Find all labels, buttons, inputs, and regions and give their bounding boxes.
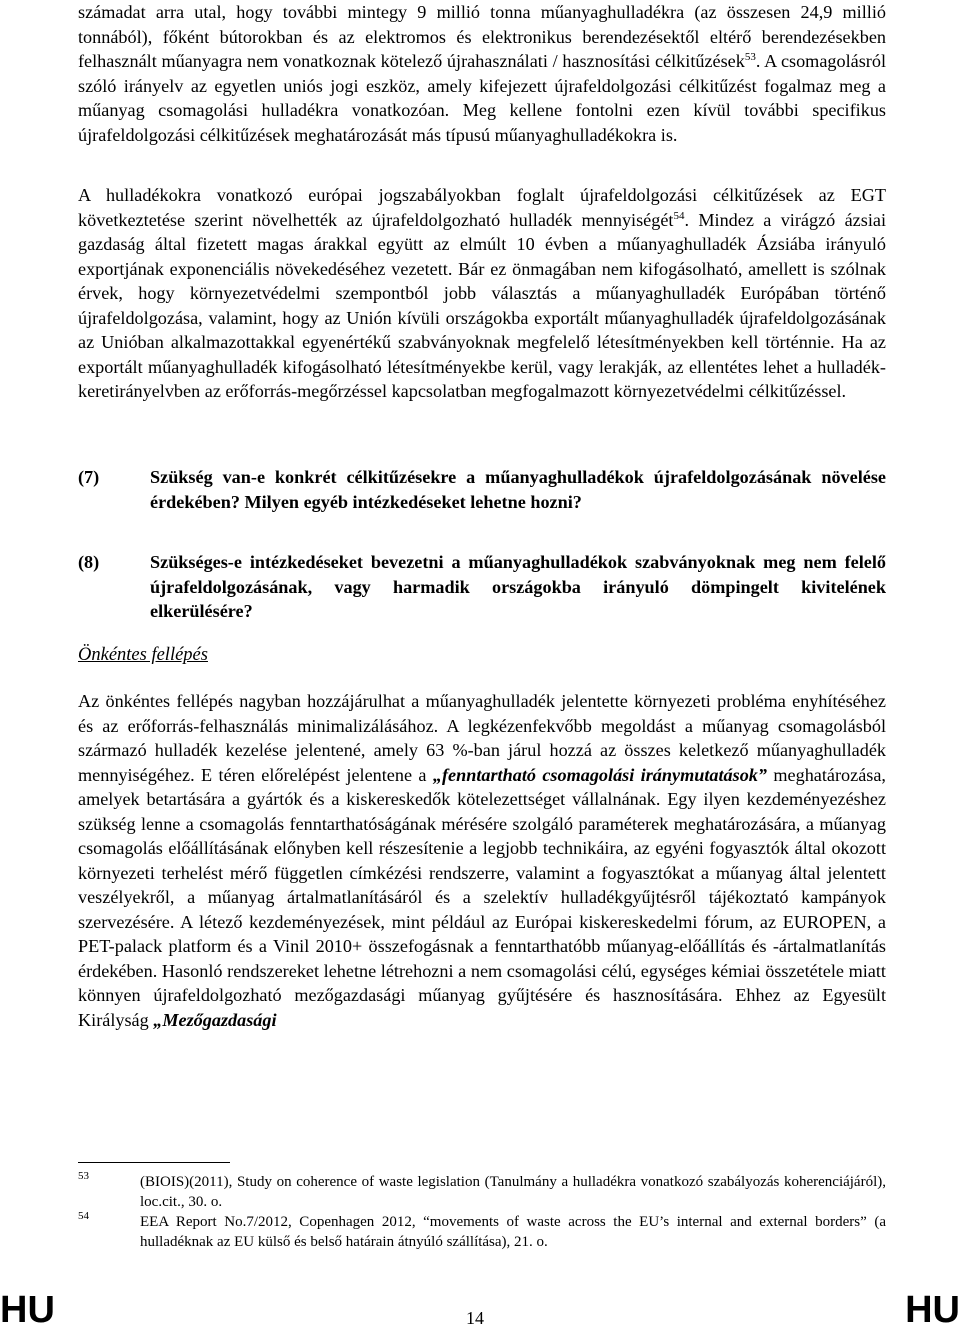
language-code-left: HU: [0, 1289, 55, 1331]
paragraph-text: . A csomagolásról szóló irányelv az egyetlen uniós jogi eszköz, amely kifejezett újrafeldolgozási célkitűzést fogalmaz meg a műanyag csomagolási hulladékra vonatkozóan. Meg kellene fontolni ezen kívül további specifikus újrafeldolgozási célkitűzések meghatározását más típusú műanyaghulladékokra is.: [78, 51, 886, 145]
footnote-text: EEA Report No.7/2012, Copenhagen 2012, “movements of waste across the EU’s internal and external borders” (a hulladéknak az EU külső és belső határain átnyúló szállítása), 21. o.: [140, 1214, 886, 1250]
footnote-54: [78, 1212, 886, 1252]
footnote-number: 53: [78, 1170, 89, 1182]
language-code-right: HU: [905, 1289, 960, 1331]
paragraph-text: meghatározása, amelyek betartására a gyártók és a kiskereskedők kötelezettséget vállalnának. Egy ilyen kezdeményezéshez szükség lenne a csomagolás fenntarthatóságának mérésére szolgáló paraméterek meghatározására, a műanyag csomagolás előállításának előnyben kell részesítenie a legjobb technikáira, az egyéni fogyasztók által okozott környezeti terhelést mérő független címkézési rendszerre, valamint a fogyasztókat a műanyag által jelentett veszélyekről, a műanyag ártalmatlanításáról és a szelektív hulladékgyűjtésről tájékoztató kampányok szervezésére. A létező kezdeményezések, mint például az Európai kiskereskedelmi fórum, az EUROPEN, a PET-palack platform és a Vinil 2010+ összefogásnak a fenntarthatóbb műanyag-előállítás és -ártalmatlanítás érdekében. Hasonló rendszereket lehetne létrehozni a nem csomagolási célú, egységes kémiai összetétele miatt könnyen újrafeldolgozható mezőgazdasági műanyag gyűjtésére és hasznosítására. Ehhez az Egyesült Királyság: [78, 764, 886, 1030]
question-8: [78, 550, 886, 624]
section-heading: Önkéntes fellépés: [78, 645, 208, 665]
question-number: (8): [78, 552, 100, 572]
footnote-divider: [78, 1162, 230, 1163]
footnote-53: [78, 1172, 886, 1212]
paragraph-export: [78, 183, 886, 404]
emphasis-guidelines: „fenntartható csomagolási iránymutatások”: [432, 764, 767, 785]
footnote-ref-54[interactable]: 54: [673, 209, 685, 222]
paragraph-text: Az önkéntes fellépés nagyban hozzájárulhat a műanyaghulladék jelentette környezeti probléma enyhítéséhez és az erőforrás-felhasználás minimalizálásához. A legkézenfekvőbb megoldást a műanyag csomagolásból származó hulladék kezelése jelentené, amely 63 %-ban járul hozzá az összes keletkező műanyaghulladék mennyiségéhez. E téren előrelépést jelentene a: [78, 691, 886, 785]
paragraph-text: A hulladékokra vonatkozó európai jogszabályokban foglalt újrafeldolgozási célkitűzések az EGT következtetése szerint növelhették az újrafeldolgozható hulladék mennyiségét: [78, 185, 886, 230]
footnote-ref-53[interactable]: 53: [744, 51, 756, 63]
question-number: (7): [78, 467, 100, 487]
question-7: [78, 465, 886, 514]
emphasis-agricultural: „Mezőgazdasági: [153, 1009, 277, 1030]
page-number: 14: [466, 1308, 484, 1328]
paragraph-text: számadat arra utal, hogy további mintegy 9 millió tonna műanyaghulladékra (az összesen 24,9 millió tonnából), főként bútorokban és az elektromos és elektronikus berendezésektől eltérő berendezésekben felhasznált műanyagra nem vonatkoznak kötelező újrahasználati / hasznosítási célkitűzések: [78, 2, 886, 71]
footnote-number: 54: [78, 1210, 89, 1222]
paragraph-text: . Mindez a virágzó ázsiai gazdaság által fizetett magas árakkal együtt az elmúlt 10 évben a műanyaghulladék Ázsiába irányuló exportjának exponenciális növekedéséhez vezetett. Bár ez önmagában nem kifogásolható, amellett is szólnak érvek, hogy környezetvédelmi szempontból jobb választás a műanyaghulladék Európában történő újrafeldolgozása, valamint, hogy az Unión kívüli országokba exportált műanyaghulladék újrafeldolgozásának az Unióban alkalmazottakkal egyenértékű szabványoknak megfelelő létesítményekben kell történnie. Ha az exportált műanyaghulladék kifogásolható létesítményekbe kerül, vagy lerakják, az ellentétes lehet a hulladék-keretirányelvben az erőforrás-megőrzéssel kapcsolatban megfogalmazott környezetvédelmi célkitűzéssel.: [78, 209, 886, 401]
question-text: Szükség van-e konkrét célkitűzésekre a műanyaghulladékok újrafeldolgozásának növelése érdekében? Milyen egyéb intézkedéseket lehetne hozni?: [150, 467, 886, 512]
paragraph-continuation: [78, 0, 886, 147]
question-text: Szükséges-e intézkedéseket bevezetni a műanyaghulladékok szabványoknak meg nem felelő újrafeldolgozásának, vagy harmadik országokba irányuló dömpingelt kivitelének elkerülésére?: [150, 552, 886, 621]
footnote-text: (BIOIS)(2011), Study on coherence of waste legislation (Tanulmány a hulladékra vonatkozó szabályozás koherenciájáról), loc.cit., 30. o.: [140, 1174, 886, 1210]
paragraph-voluntary-action: [78, 689, 886, 1032]
